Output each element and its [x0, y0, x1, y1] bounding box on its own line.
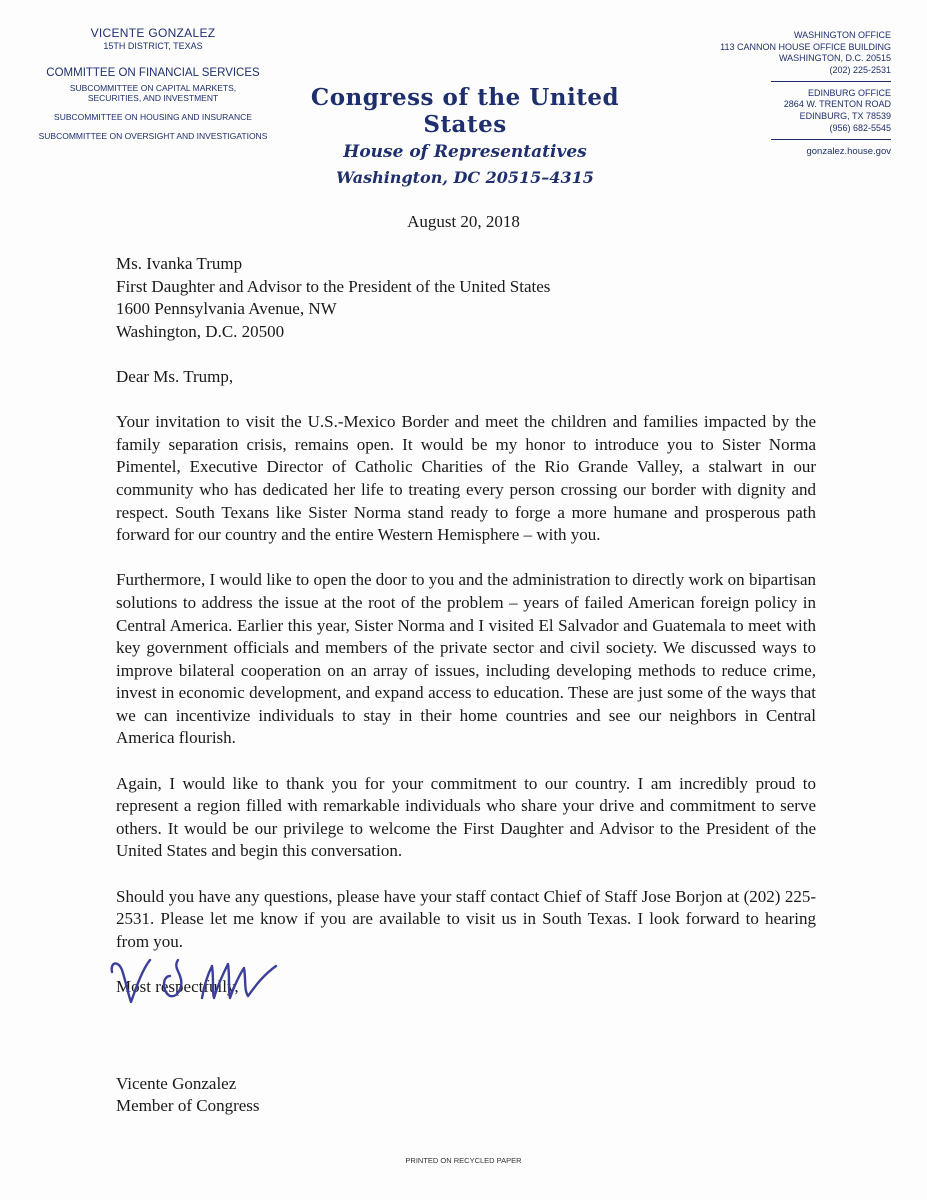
house-title: House of Representatives	[343, 142, 587, 162]
district-office-phone: (956) 682-5545	[829, 122, 891, 133]
letterhead-title-block	[270, 84, 660, 187]
divider	[771, 139, 891, 140]
recycled-paper-note: PRINTED ON RECYCLED PAPER	[405, 1156, 522, 1165]
closing: Most respectfully,	[116, 977, 239, 996]
committee-name: COMMITTEE ON FINANCIAL SERVICES	[46, 67, 260, 80]
website: gonzalez.house.gov	[806, 145, 891, 157]
signer-name: Vicente Gonzalez	[116, 1073, 237, 1093]
recipient-name: Ms. Ivanka Trump	[116, 254, 243, 273]
salutation: Dear Ms. Trump,	[116, 366, 234, 386]
letterhead-offices-block	[701, 30, 891, 158]
subcommittee-capital-markets-line1: SUBCOMMITTEE ON CAPITAL MARKETS,	[69, 82, 237, 93]
signer-title: Member of Congress	[116, 1096, 260, 1116]
member-name: VICENTE GONZALEZ	[90, 26, 216, 40]
paragraph-bipartisan: Furthermore, I would like to open the door to you and the administration to directly work on bipartisan solutions to address the issue at the root of the problem – years of failed American foreign policy in Central America. Earlier this year, Sister Norma and I visited El Salvador and Guatemala to meet with key government officials and members of the private sector and civil society. We discussed ways to improve bilateral cooperation on an array of issues, including developing methods to reduce crime, invest in economic development, and expand access to education. These are just some of the ways that we can incentivize individuals to stay in their home countries and see our neighbors in Central America flourish.	[116, 570, 816, 748]
dc-office-title: WASHINGTON OFFICE	[793, 30, 891, 40]
city-line: Washington, DC 20515–4315	[336, 168, 594, 187]
recipient-city: Washington, D.C. 20500	[116, 321, 285, 341]
paragraph-invitation: Your invitation to visit the U.S.-Mexico Border and meet the children and families impacted by the family separation crisis, remains open. It would be my honor to introduce you to Sister Norma Pimentel, Executive Director of Catholic Charities of the Rio Grande Valley, a stalwart in our community who has dedicated her life to treating every person crossing our border with dignity and respect. South Texans like Sister Norma stand ready to forge a more humane and prosperous path forward for our country and the entire Western Hemisphere – with you.	[116, 412, 816, 545]
subcommittee-housing: SUBCOMMITTEE ON HOUSING AND INSURANCE	[54, 111, 252, 122]
letterhead-member-block	[28, 26, 278, 149]
handwritten-signature	[104, 952, 294, 1012]
paragraph-thanks: Again, I would like to thank you for your commitment to our country. I am incredibly proud to represent a region filled with remarkable individuals who share your drive and commitment to serve others. It would be our privilege to welcome the First Daughter and Advisor to the President of the United States and begin this conversation.	[116, 773, 816, 861]
district-office-title: EDINBURG OFFICE	[807, 87, 891, 98]
letter-date: August 20, 2018	[407, 212, 520, 231]
member-district: 15TH DISTRICT, TEXAS	[103, 41, 203, 51]
recipient-title: First Daughter and Advisor to the President of the United States	[116, 276, 551, 296]
subcommittee-capital-markets-line2: SECURITIES, AND INVESTMENT	[87, 93, 219, 104]
subcommittee-capital-markets	[28, 83, 278, 104]
district-office-address1: 2864 W. TRENTON ROAD	[783, 99, 891, 110]
paragraph-contact: Should you have any questions, please have your staff contact Chief of Staff Jose Borjon at (202) 225-2531. Please let me know if you are available to visit us in South Texas. I look forward to hearing from you.	[116, 886, 816, 951]
subcommittee-oversight: SUBCOMMITTEE ON OVERSIGHT AND INVESTIGATIONS	[38, 130, 268, 141]
recipient-street: 1600 Pennsylvania Avenue, NW	[116, 299, 337, 319]
congress-title: Congress of the United States	[310, 84, 620, 138]
district-office-address2: EDINBURG, TX 78539	[799, 111, 891, 122]
dc-office-address2: WASHINGTON, D.C. 20515	[778, 53, 891, 64]
dc-office-address1: 113 CANNON HOUSE OFFICE BUILDING	[720, 41, 891, 52]
divider	[771, 81, 891, 82]
dc-office-phone: (202) 225-2531	[829, 65, 891, 76]
